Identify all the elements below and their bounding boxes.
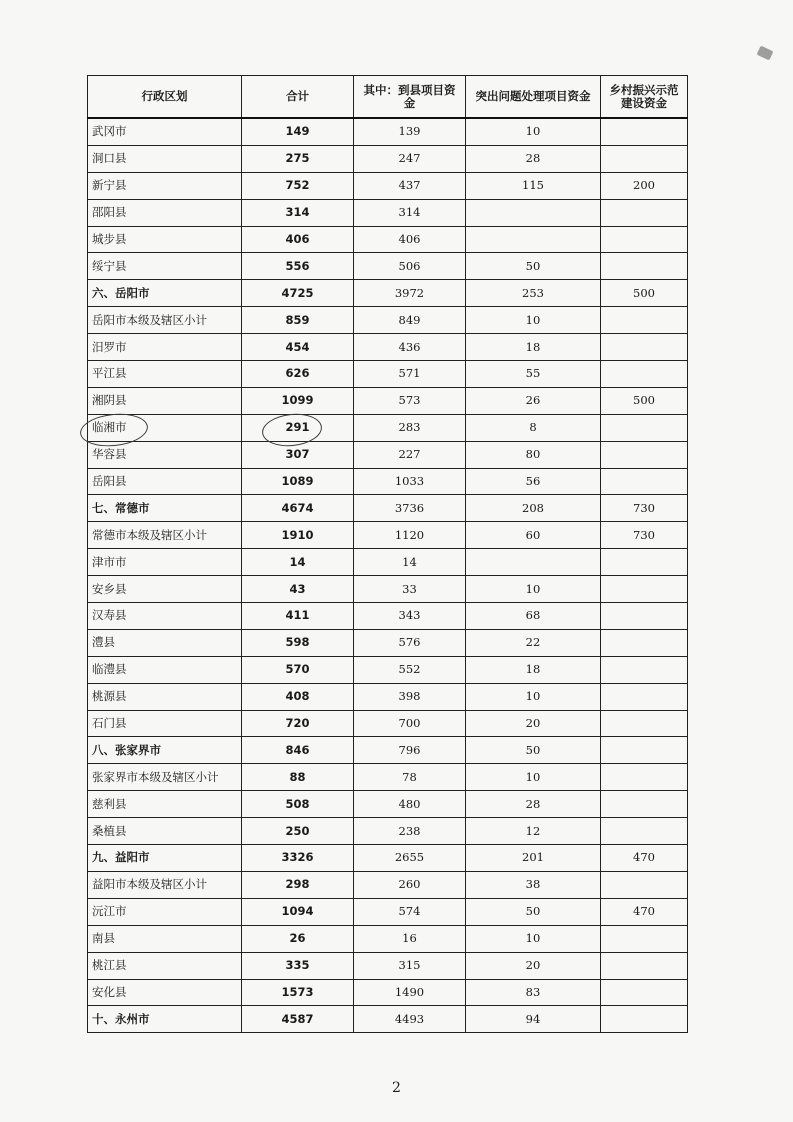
cell-demo-funds: 200	[601, 172, 688, 199]
table-row	[88, 145, 688, 172]
table-row	[88, 226, 688, 253]
cell-demo-funds	[601, 307, 688, 334]
cell-total: 4674	[242, 495, 354, 522]
cell-total: 406	[242, 226, 354, 253]
cell-total: 149	[242, 118, 354, 145]
cell-county-funds: 14	[354, 549, 466, 576]
cell-demo-funds	[601, 603, 688, 630]
cell-county-funds: 315	[354, 952, 466, 979]
cell-region: 临湘市	[88, 414, 242, 441]
header-issue-funds: 突出问题处理项目资金	[466, 76, 601, 119]
cell-demo-funds	[601, 737, 688, 764]
cell-region: 七、常德市	[88, 495, 242, 522]
cell-issue-funds: 10	[466, 683, 601, 710]
cell-total: 570	[242, 656, 354, 683]
cell-county-funds: 480	[354, 791, 466, 818]
cell-issue-funds: 22	[466, 629, 601, 656]
cell-total: 307	[242, 441, 354, 468]
cell-county-funds: 2655	[354, 845, 466, 872]
table-row	[88, 764, 688, 791]
table-row	[88, 1006, 688, 1033]
cell-region: 沅江市	[88, 898, 242, 925]
table-row	[88, 441, 688, 468]
table-row	[88, 979, 688, 1006]
cell-issue-funds: 68	[466, 603, 601, 630]
cell-issue-funds: 201	[466, 845, 601, 872]
cell-region: 汨罗市	[88, 334, 242, 361]
table-row	[88, 952, 688, 979]
cell-region: 岳阳市本级及辖区小计	[88, 307, 242, 334]
cell-issue-funds: 28	[466, 791, 601, 818]
cell-demo-funds	[601, 818, 688, 845]
cell-issue-funds: 12	[466, 818, 601, 845]
cell-issue-funds: 115	[466, 172, 601, 199]
table-row	[88, 280, 688, 307]
cell-total: 335	[242, 952, 354, 979]
cell-issue-funds: 20	[466, 710, 601, 737]
cell-issue-funds	[466, 549, 601, 576]
cell-demo-funds	[601, 576, 688, 603]
cell-demo-funds	[601, 226, 688, 253]
cell-region: 临澧县	[88, 656, 242, 683]
cell-total: 3326	[242, 845, 354, 872]
cell-issue-funds: 28	[466, 145, 601, 172]
cell-county-funds: 314	[354, 199, 466, 226]
header-demo-funds: 乡村振兴示范建设资金	[601, 76, 688, 119]
cell-demo-funds	[601, 710, 688, 737]
table-row	[88, 468, 688, 495]
cell-total: 26	[242, 925, 354, 952]
cell-total: 598	[242, 629, 354, 656]
page-number: 2	[392, 1080, 401, 1096]
cell-issue-funds: 10	[466, 925, 601, 952]
cell-issue-funds	[466, 199, 601, 226]
cell-issue-funds: 10	[466, 118, 601, 145]
header-county-funds: 其中：到县项目资金	[354, 76, 466, 119]
cell-total: 250	[242, 818, 354, 845]
cell-issue-funds: 55	[466, 361, 601, 388]
cell-county-funds: 343	[354, 603, 466, 630]
cell-county-funds: 283	[354, 414, 466, 441]
cell-county-funds: 573	[354, 387, 466, 414]
cell-total: 275	[242, 145, 354, 172]
cell-county-funds: 574	[354, 898, 466, 925]
table-row	[88, 495, 688, 522]
cell-region: 六、岳阳市	[88, 280, 242, 307]
cell-total: 752	[242, 172, 354, 199]
cell-total: 556	[242, 253, 354, 280]
cell-region: 平江县	[88, 361, 242, 388]
cell-region: 八、张家界市	[88, 737, 242, 764]
cell-region: 绥宁县	[88, 253, 242, 280]
cell-demo-funds	[601, 253, 688, 280]
table-row	[88, 925, 688, 952]
cell-county-funds: 849	[354, 307, 466, 334]
cell-region: 益阳市本级及辖区小计	[88, 871, 242, 898]
cell-demo-funds	[601, 414, 688, 441]
table-row	[88, 576, 688, 603]
cell-region: 华容县	[88, 441, 242, 468]
cell-demo-funds	[601, 334, 688, 361]
cell-total: 1089	[242, 468, 354, 495]
cell-region: 新宁县	[88, 172, 242, 199]
cell-region: 九、益阳市	[88, 845, 242, 872]
cell-county-funds: 4493	[354, 1006, 466, 1033]
cell-total: 454	[242, 334, 354, 361]
cell-demo-funds	[601, 199, 688, 226]
cell-issue-funds: 94	[466, 1006, 601, 1033]
cell-county-funds: 552	[354, 656, 466, 683]
table-row	[88, 253, 688, 280]
cell-county-funds: 260	[354, 871, 466, 898]
table-row	[88, 549, 688, 576]
cell-demo-funds	[601, 549, 688, 576]
cell-total: 298	[242, 871, 354, 898]
cell-region: 常德市本级及辖区小计	[88, 522, 242, 549]
table-row	[88, 307, 688, 334]
cell-region: 桃源县	[88, 683, 242, 710]
cell-total: 88	[242, 764, 354, 791]
cell-region: 邵阳县	[88, 199, 242, 226]
cell-county-funds: 406	[354, 226, 466, 253]
cell-total: 411	[242, 603, 354, 630]
cell-demo-funds: 730	[601, 522, 688, 549]
cell-demo-funds: 470	[601, 845, 688, 872]
cell-demo-funds: 730	[601, 495, 688, 522]
cell-county-funds: 139	[354, 118, 466, 145]
table-row	[88, 871, 688, 898]
table-body	[88, 118, 688, 1033]
cell-region: 城步县	[88, 226, 242, 253]
cell-county-funds: 796	[354, 737, 466, 764]
cell-region: 安化县	[88, 979, 242, 1006]
cell-demo-funds	[601, 791, 688, 818]
cell-total: 1094	[242, 898, 354, 925]
cell-region: 武冈市	[88, 118, 242, 145]
cell-demo-funds	[601, 952, 688, 979]
cell-total: 846	[242, 737, 354, 764]
cell-total: 314	[242, 199, 354, 226]
cell-total: 859	[242, 307, 354, 334]
cell-region: 津市市	[88, 549, 242, 576]
cell-demo-funds	[601, 118, 688, 145]
cell-county-funds: 437	[354, 172, 466, 199]
cell-region: 南县	[88, 925, 242, 952]
cell-issue-funds: 26	[466, 387, 601, 414]
cell-demo-funds	[601, 764, 688, 791]
cell-county-funds: 436	[354, 334, 466, 361]
cell-total: 43	[242, 576, 354, 603]
cell-demo-funds	[601, 1006, 688, 1033]
table-row	[88, 683, 688, 710]
cell-issue-funds: 10	[466, 576, 601, 603]
cell-issue-funds: 50	[466, 898, 601, 925]
cell-demo-funds	[601, 683, 688, 710]
table-row	[88, 199, 688, 226]
cell-issue-funds: 18	[466, 656, 601, 683]
cell-county-funds: 247	[354, 145, 466, 172]
cell-issue-funds: 20	[466, 952, 601, 979]
cell-demo-funds	[601, 629, 688, 656]
cell-county-funds: 238	[354, 818, 466, 845]
table-row	[88, 656, 688, 683]
cell-issue-funds: 38	[466, 871, 601, 898]
table-row	[88, 791, 688, 818]
table-row	[88, 334, 688, 361]
cell-region: 澧县	[88, 629, 242, 656]
cell-total: 626	[242, 361, 354, 388]
cell-total: 1573	[242, 979, 354, 1006]
cell-region: 十、永州市	[88, 1006, 242, 1033]
cell-issue-funds: 80	[466, 441, 601, 468]
cell-issue-funds: 253	[466, 280, 601, 307]
cell-region: 安乡县	[88, 576, 242, 603]
cell-total: 1910	[242, 522, 354, 549]
cell-region: 洞口县	[88, 145, 242, 172]
cell-total: 14	[242, 549, 354, 576]
table-row	[88, 118, 688, 145]
table-row	[88, 361, 688, 388]
cell-county-funds: 506	[354, 253, 466, 280]
cell-demo-funds	[601, 468, 688, 495]
cell-issue-funds: 83	[466, 979, 601, 1006]
cell-total: 720	[242, 710, 354, 737]
table-row	[88, 845, 688, 872]
cell-demo-funds	[601, 361, 688, 388]
table-row	[88, 818, 688, 845]
cell-issue-funds: 8	[466, 414, 601, 441]
cell-issue-funds: 60	[466, 522, 601, 549]
cell-county-funds: 3736	[354, 495, 466, 522]
cell-issue-funds: 10	[466, 307, 601, 334]
scan-stain	[757, 46, 774, 61]
table-row	[88, 710, 688, 737]
cell-total: 291	[242, 414, 354, 441]
table-row	[88, 172, 688, 199]
cell-demo-funds	[601, 441, 688, 468]
cell-county-funds: 571	[354, 361, 466, 388]
cell-region: 汉寿县	[88, 603, 242, 630]
cell-county-funds: 1033	[354, 468, 466, 495]
cell-region: 慈利县	[88, 791, 242, 818]
cell-issue-funds: 10	[466, 764, 601, 791]
cell-demo-funds: 500	[601, 280, 688, 307]
cell-issue-funds: 208	[466, 495, 601, 522]
cell-region: 张家界市本级及辖区小计	[88, 764, 242, 791]
cell-county-funds: 576	[354, 629, 466, 656]
cell-region: 湘阴县	[88, 387, 242, 414]
cell-issue-funds: 56	[466, 468, 601, 495]
cell-county-funds: 398	[354, 683, 466, 710]
cell-demo-funds	[601, 979, 688, 1006]
cell-demo-funds	[601, 925, 688, 952]
table-row	[88, 629, 688, 656]
cell-region: 桑植县	[88, 818, 242, 845]
table-row	[88, 522, 688, 549]
fund-allocation-table	[87, 75, 688, 1033]
cell-issue-funds: 50	[466, 253, 601, 280]
cell-issue-funds: 18	[466, 334, 601, 361]
cell-region: 岳阳县	[88, 468, 242, 495]
table-row	[88, 737, 688, 764]
header-region: 行政区划	[88, 76, 242, 119]
cell-issue-funds	[466, 226, 601, 253]
cell-county-funds: 227	[354, 441, 466, 468]
cell-total: 408	[242, 683, 354, 710]
cell-demo-funds	[601, 145, 688, 172]
cell-total: 1099	[242, 387, 354, 414]
cell-region: 桃江县	[88, 952, 242, 979]
table-row	[88, 603, 688, 630]
cell-county-funds: 1490	[354, 979, 466, 1006]
cell-issue-funds: 50	[466, 737, 601, 764]
header-total: 合计	[242, 76, 354, 119]
cell-county-funds: 700	[354, 710, 466, 737]
table-row	[88, 414, 688, 441]
cell-total: 508	[242, 791, 354, 818]
cell-demo-funds: 500	[601, 387, 688, 414]
cell-county-funds: 33	[354, 576, 466, 603]
cell-demo-funds	[601, 871, 688, 898]
cell-demo-funds: 470	[601, 898, 688, 925]
cell-total: 4725	[242, 280, 354, 307]
table-header-row	[88, 76, 688, 119]
cell-region: 石门县	[88, 710, 242, 737]
table-row	[88, 898, 688, 925]
cell-county-funds: 16	[354, 925, 466, 952]
cell-county-funds: 1120	[354, 522, 466, 549]
cell-county-funds: 3972	[354, 280, 466, 307]
cell-county-funds: 78	[354, 764, 466, 791]
cell-total: 4587	[242, 1006, 354, 1033]
table-row	[88, 387, 688, 414]
cell-demo-funds	[601, 656, 688, 683]
